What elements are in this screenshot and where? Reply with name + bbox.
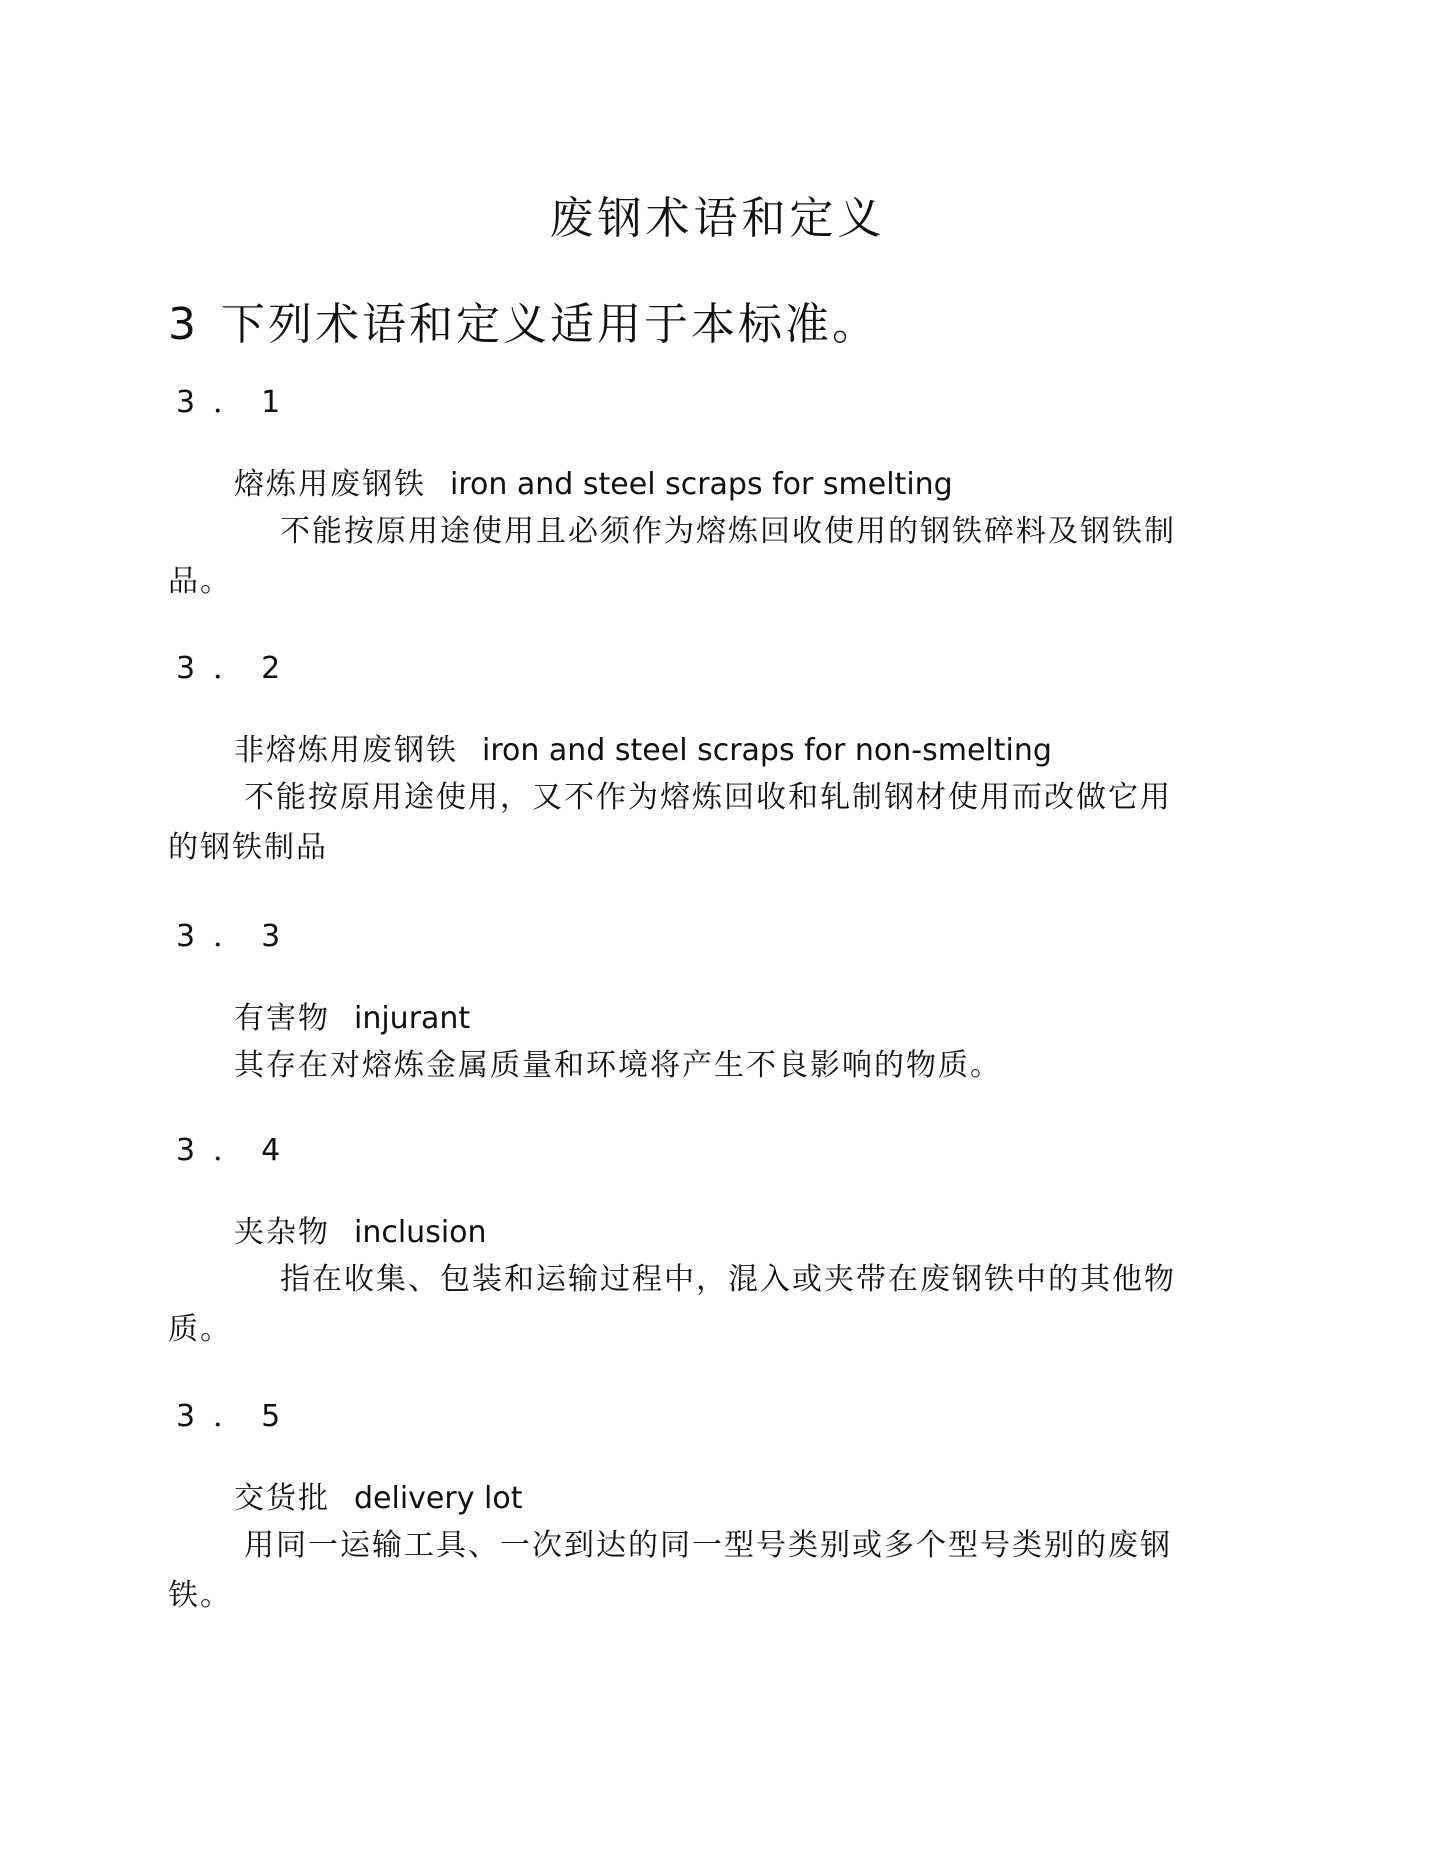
section-heading [168,288,879,352]
entry-definition: 指在收集、包装和运输过程中，混入或夹带在废钢铁中的其他物质。 [168,1262,1176,1347]
entry-number: 3．1 [176,385,299,420]
definition-entry-3-5 [168,1397,1198,1621]
entry-definition: 用同一运输工具、一次到达的同一型号类别或多个型号类别的废钢铁。 [168,1528,1172,1613]
definition-entry-3-2 [168,649,1198,873]
entry-term [234,465,1198,505]
entry-term [234,999,1198,1039]
term-chinese: 有害物 [234,1001,330,1036]
section-number: 3 [168,299,199,350]
definition-entry-3-3 [168,917,1198,1091]
entry-definition: 其存在对熔炼金属质量和环境将产生不良影响的物质。 [234,1048,1002,1083]
entry-term [234,731,1198,771]
term-chinese: 非熔炼用废钢铁 [234,733,458,768]
entry-number: 3．4 [176,1133,299,1168]
entry-term [234,1479,1198,1519]
term-english: iron and steel scraps for non-smelting [482,733,1052,768]
page-title: 废钢术语和定义 [549,193,886,244]
entry-number: 3．2 [176,651,299,686]
term-english: delivery lot [354,1481,523,1516]
entry-definition: 不能按原用途使用，又不作为熔炼回收和轧制钢材使用而改做它用的钢铁制品 [168,780,1172,865]
term-english: inclusion [354,1215,487,1250]
definition-entry-3-4 [168,1131,1198,1355]
term-chinese: 交货批 [234,1481,330,1516]
section-heading-text: 下列术语和定义适用于本标准。 [221,299,879,350]
term-english: iron and steel scraps for smelting [450,467,953,502]
term-chinese: 夹杂物 [234,1215,330,1250]
entry-number: 3．3 [176,919,299,954]
term-english: injurant [354,1001,471,1036]
term-chinese: 熔炼用废钢铁 [234,467,426,502]
entry-term [234,1213,1198,1253]
entry-definition: 不能按原用途使用且必须作为熔炼回收使用的钢铁碎料及钢铁制品。 [168,514,1176,599]
entry-number: 3．5 [176,1399,299,1434]
definition-entry-3-1 [168,383,1198,607]
